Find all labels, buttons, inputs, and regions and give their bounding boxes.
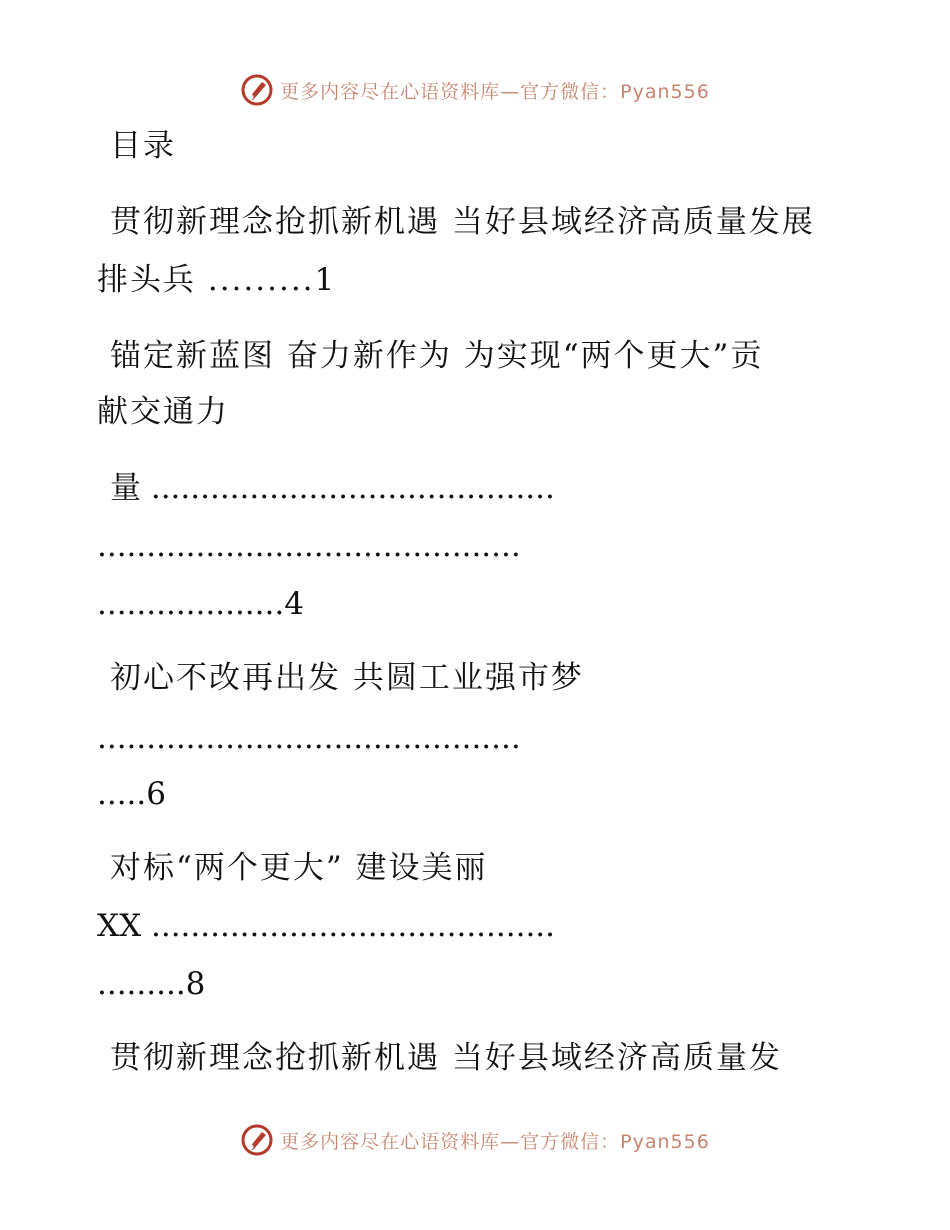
toc-line-2[interactable]: 排头兵 .........1 [97, 262, 337, 298]
toc-line-1[interactable]: 贯彻新理念抢抓新机遇 当好县域经济高质量发展 [110, 204, 815, 240]
toc-line-11[interactable]: 对标“两个更大” 建设美丽 [110, 850, 488, 886]
toc-line-13[interactable]: .........8 [97, 966, 206, 1002]
toc-line-7[interactable]: ...................4 [97, 586, 304, 622]
toc-line-8[interactable]: 初心不改再出发 共圆工业强市梦 [110, 660, 584, 696]
toc-line-9[interactable]: ........................................... [97, 720, 521, 756]
toc-line-4[interactable]: 献交通力 [97, 394, 229, 430]
toc-line-5[interactable]: 量 ......................................... [110, 470, 555, 506]
footer-watermark [0, 1120, 950, 1160]
toc-line-10[interactable]: .....6 [97, 776, 166, 812]
watermark-text: 更多内容尽在心语资料库—官方微信：Pyan556 [280, 1130, 710, 1153]
toc-line-12[interactable]: XX ......................................... [97, 908, 556, 944]
header-watermark [0, 70, 950, 110]
watermark-text: 更多内容尽在心语资料库—官方微信：Pyan556 [280, 80, 710, 103]
toc-heading: 目录 [110, 128, 176, 164]
toc-line-6[interactable]: ........................................... [97, 528, 521, 564]
pen-logo-icon [240, 73, 274, 107]
toc-line-3[interactable]: 锚定新蓝图 奋力新作为 为实现“两个更大”贡 [110, 338, 764, 374]
toc-line-14[interactable]: 贯彻新理念抢抓新机遇 当好县域经济高质量发 [110, 1040, 782, 1076]
pen-logo-icon [240, 1123, 274, 1157]
